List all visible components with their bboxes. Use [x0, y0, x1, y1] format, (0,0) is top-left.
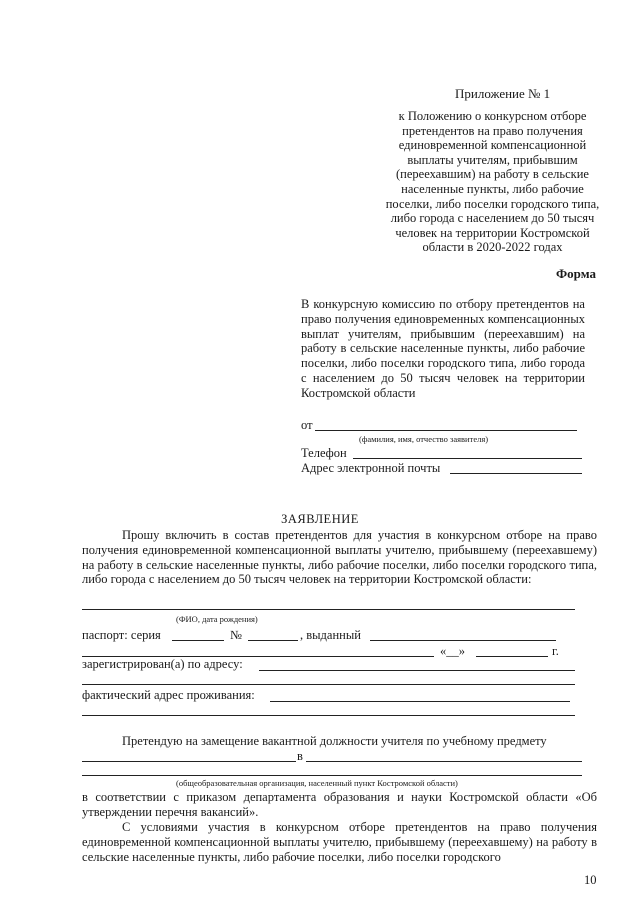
registered-address-label: зарегистрирован(а) по адресу: [82, 657, 243, 671]
passport-issued-field[interactable] [370, 640, 556, 641]
accordance-text: в соответствии с приказом департамента образования и науки Костромской области «Об утверждении перечня вакансий». [82, 790, 597, 819]
issue-date-month-field[interactable] [476, 656, 548, 657]
addressee-block: В конкурсную комиссию по отбору претендентов на право получения единовременных компенсационных выплат учителям, прибывшим (переехавшим) на работу в сельские населенные пункты, либо рабочие поселки, либо поселки городского типа, либо города с населением до 50 тысяч человек на территории Костромской области [301, 297, 585, 400]
subject-field[interactable] [82, 761, 296, 762]
passport-number-field[interactable] [248, 640, 298, 641]
passport-issued-label: , выданный [300, 628, 361, 642]
position-text: Претендую на замещение вакантной должности учителя по учебному предмету [122, 734, 547, 748]
actual-address-label: фактический адрес проживания: [82, 688, 255, 702]
conditions-paragraph [82, 820, 597, 864]
applicant-name-field[interactable] [315, 430, 577, 431]
email-label: Адрес электронной почты [301, 461, 441, 475]
organization-field-2[interactable] [82, 775, 582, 776]
email-field[interactable] [450, 473, 582, 474]
issue-date-day: «__» [440, 644, 465, 658]
applicant-name-hint: (фамилия, имя, отчество заявителя) [359, 434, 489, 444]
phone-field[interactable] [353, 458, 582, 459]
registered-address-field[interactable] [259, 670, 575, 671]
phone-label: Телефон [301, 446, 347, 460]
in-label: в [297, 749, 303, 763]
applicant-fio-hint: (ФИО, дата рождения) [176, 614, 258, 624]
statement-intro [82, 528, 597, 587]
issue-date-year-suffix: г. [552, 644, 559, 658]
conditions-text: С условиями участия в конкурсном отборе претендентов на право получения единовременной компенсационной выплаты учителю, прибывшему (переехавшему) на работу в сельские населенные пункты, либо рабочие поселки, либо поселки городского [82, 820, 597, 864]
from-label: от [301, 418, 313, 432]
actual-address-field[interactable] [270, 701, 570, 702]
form-label: Форма [556, 266, 596, 281]
passport-series-field[interactable] [172, 640, 224, 641]
applicant-fio-field[interactable] [82, 609, 575, 610]
passport-series-label: паспорт: серия [82, 628, 161, 642]
passport-number-label: № [230, 628, 242, 642]
organization-hint: (общеобразовательная организация, населенный пункт Костромской области) [176, 778, 458, 788]
appendix-description: к Положению о конкурсном отборе претендентов на право получения единовременной компенсационной выплаты учителям, прибывшим (переехавшим) на работу в сельские населенные пункты, либо рабочие поселки, либо поселки городского типа, либо города с населением до 50 тысяч человек на территории Костромской области в 2020-2022 годах [385, 109, 600, 255]
appendix-title: Приложение № 1 [455, 86, 551, 101]
registered-address-field-2[interactable] [82, 684, 575, 685]
accordance-paragraph [82, 790, 597, 820]
organization-field[interactable] [306, 761, 582, 762]
page-number: 10 [584, 873, 597, 887]
actual-address-field-2[interactable] [82, 715, 575, 716]
statement-title: ЗАЯВЛЕНИЕ [281, 512, 359, 526]
statement-intro-text: Прошу включить в состав претендентов для участия в конкурсном отборе на право получения единовременной компенсационной выплаты учителю, прибывшему (переехавшему) на работу в сельские населенные пункты, либо рабочие поселки, либо поселки городского типа, либо города с населением до 50 тысяч человек на территории Костромской области: [82, 528, 597, 587]
